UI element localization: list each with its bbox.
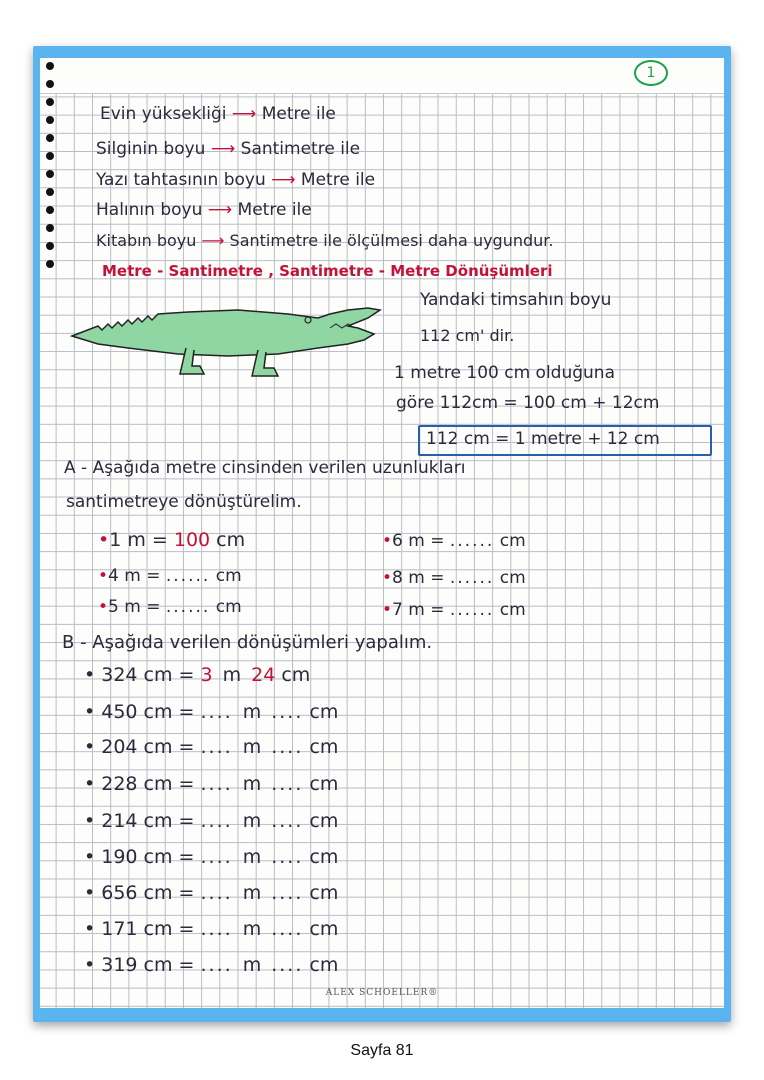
b-item-row — [84, 701, 338, 723]
bullet-icon: • — [84, 664, 102, 686]
intro-left-2: Silginin boyu — [96, 139, 206, 159]
intro-left-3: Yazı tahtasının boyu — [96, 170, 266, 190]
intro-line-1 — [100, 104, 336, 124]
b-item-cm-answer: .... — [271, 846, 304, 868]
intro-right-5: Santimetre ile ölçülmesi daha uygundur. — [229, 231, 554, 250]
boxed-result: 112 cm = 1 metre + 12 cm — [426, 429, 660, 449]
b-item-m-unit: m — [242, 882, 262, 904]
intro-right-2: Santimetre ile — [240, 139, 361, 159]
b-item-m-unit: m — [222, 664, 242, 686]
b-item-m-answer: .... — [200, 773, 233, 795]
a-item-3-answer: ...... — [165, 566, 211, 586]
bullet-icon: • — [84, 846, 102, 868]
b-item-cm-answer: .... — [271, 954, 304, 976]
b-item-cm: 171 cm = — [101, 918, 201, 940]
a-item-2: •6 m = ...... cm — [382, 531, 526, 551]
a-item-2-left: 6 m = — [392, 531, 450, 551]
intro-right-4: Metre ile — [237, 200, 312, 220]
b-item-cm-unit: cm — [309, 810, 339, 832]
b-item-row — [84, 954, 338, 976]
intro-line-3 — [96, 170, 375, 190]
croc-text-2: 112 cm' dir. — [420, 326, 515, 345]
arrow-icon: ⟶ — [210, 139, 236, 159]
binder-holes — [46, 62, 56, 962]
b-item-row — [84, 810, 338, 832]
b-item-cm: 450 cm = — [101, 701, 201, 723]
b-item-m-answer: .... — [200, 918, 233, 940]
bullet-icon: • — [84, 954, 102, 976]
b-item-cm-unit: cm — [309, 773, 339, 795]
intro-right-1: Metre ile — [261, 104, 336, 124]
a-item-6-left: 7 m = — [392, 600, 450, 620]
a-item-6-unit: cm — [494, 600, 526, 620]
intro-line-2 — [96, 139, 360, 159]
brand-label: ALEX SCHOELLER® — [325, 988, 439, 998]
a-item-1: •1 m = 100 cm — [98, 529, 246, 551]
arrow-icon: ⟶ — [271, 170, 296, 190]
b-item-cm-unit: cm — [309, 882, 339, 904]
b-item-m-answer: .... — [200, 701, 233, 723]
b-item-row — [84, 664, 310, 686]
b-item-cm-answer: .... — [271, 882, 304, 904]
a-item-5-answer: ...... — [165, 597, 211, 617]
b-item-m-unit: m — [242, 810, 262, 832]
b-item-cm: 228 cm = — [101, 773, 201, 795]
a-item-6: •7 m = ...... cm — [382, 600, 526, 620]
section-a-title-2: santimetreye dönüştürelim. — [66, 492, 302, 512]
intro-line-4 — [96, 200, 312, 220]
b-item-cm: 656 cm = — [101, 882, 201, 904]
b-item-cm-unit: cm — [309, 701, 339, 723]
intro-left-4: Halının boyu — [96, 200, 203, 220]
b-item-row — [84, 846, 338, 868]
b-item-m-answer: .... — [200, 810, 233, 832]
b-item-cm: 204 cm = — [101, 736, 201, 758]
arrow-icon: ⟶ — [231, 104, 257, 124]
a-item-4-left: 8 m = — [392, 568, 450, 588]
b-item-m-answer: 3 — [200, 664, 213, 686]
b-item-row — [84, 773, 338, 795]
a-item-4-unit: cm — [494, 568, 526, 588]
croc-text-1: Yandaki timsahın boyu — [420, 290, 612, 310]
b-item-cm-answer: .... — [271, 701, 304, 723]
b-item-cm-unit: cm — [309, 736, 339, 758]
b-item-cm-answer: .... — [271, 736, 304, 758]
intro-line-5 — [96, 231, 553, 250]
a-item-4: •8 m = ...... cm — [382, 568, 526, 588]
bullet-icon: • — [84, 918, 102, 940]
a-item-4-answer: ...... — [449, 568, 495, 588]
b-item-cm-unit: cm — [309, 918, 339, 940]
b-item-cm-answer: .... — [271, 773, 304, 795]
section-b-title: B - Aşağıda verilen dönüşümleri yapalım. — [62, 632, 433, 653]
b-item-cm-answer: 24 — [251, 664, 276, 686]
crocodile-illustration — [68, 304, 384, 380]
b-item-m-answer: .... — [200, 954, 233, 976]
b-item-m-unit: m — [242, 773, 262, 795]
a-item-5-unit: cm — [210, 597, 242, 617]
a-item-1-unit: cm — [210, 529, 246, 551]
b-item-m-unit: m — [242, 918, 262, 940]
b-item-cm-unit: cm — [309, 954, 339, 976]
arrow-icon: ⟶ — [201, 231, 225, 250]
b-item-m-answer: .... — [200, 882, 233, 904]
page-caption: Sayfa 81 — [350, 1042, 414, 1059]
bullet-icon: • — [84, 810, 102, 832]
b-item-cm: 319 cm = — [101, 954, 201, 976]
intro-left-5: Kitabın boyu — [96, 231, 197, 250]
b-item-cm: 214 cm = — [101, 810, 201, 832]
section-a-title-1: A - Aşağıda metre cinsinden verilen uzunlukları — [64, 458, 466, 478]
b-item-cm-unit: cm — [281, 664, 311, 686]
b-item-m-answer: .... — [200, 846, 233, 868]
b-item-m-unit: m — [242, 701, 262, 723]
page-header-strip — [40, 58, 724, 94]
b-item-row — [84, 918, 338, 940]
b-item-m-unit: m — [242, 954, 262, 976]
b-item-cm-unit: cm — [309, 846, 339, 868]
intro-right-3: Metre ile — [300, 170, 376, 190]
b-item-m-answer: .... — [200, 736, 233, 758]
a-item-6-answer: ...... — [449, 600, 495, 620]
a-item-3: •4 m = ...... cm — [98, 566, 242, 586]
croc-text-4: göre 112cm = 100 cm + 12cm — [396, 393, 660, 413]
b-item-cm-answer: .... — [271, 810, 304, 832]
a-item-3-unit: cm — [210, 566, 242, 586]
a-item-1-answer: 100 — [173, 529, 211, 551]
section-title: Metre - Santimetre , Santimetre - Metre Dönüşümleri — [102, 262, 553, 280]
page-number-badge: 1 — [634, 60, 668, 86]
a-item-5-left: 5 m = — [108, 597, 166, 617]
b-item-m-unit: m — [242, 736, 262, 758]
bullet-icon: • — [84, 736, 102, 758]
a-item-2-answer: ...... — [449, 531, 495, 551]
b-item-cm: 324 cm = — [101, 664, 201, 686]
b-item-m-unit: m — [242, 846, 262, 868]
bullet-icon: • — [84, 773, 102, 795]
a-item-3-left: 4 m = — [108, 566, 166, 586]
a-item-1-left: 1 m = — [109, 529, 174, 551]
b-item-row — [84, 736, 338, 758]
b-item-cm: 190 cm = — [101, 846, 201, 868]
a-item-5: •5 m = ...... cm — [98, 597, 242, 617]
bullet-icon: • — [84, 882, 102, 904]
b-item-cm-answer: .... — [271, 918, 304, 940]
a-item-2-unit: cm — [494, 531, 526, 551]
croc-text-3: 1 metre 100 cm olduğuna — [394, 363, 615, 383]
arrow-icon: ⟶ — [207, 200, 233, 220]
intro-left-1: Evin yüksekliği — [100, 104, 227, 124]
b-item-row — [84, 882, 338, 904]
bullet-icon: • — [84, 701, 102, 723]
